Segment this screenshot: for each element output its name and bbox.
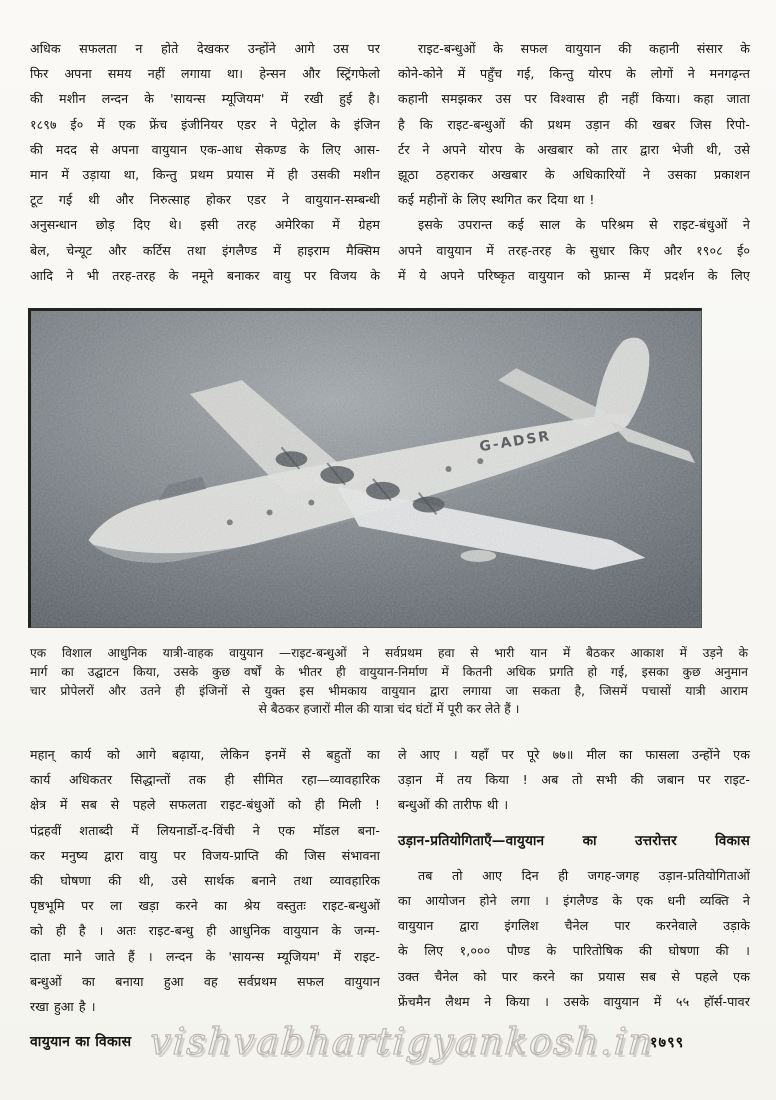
text-line: का आयोजन होने लगा । इंगलैण्ड के एक धनी व्यक्ति ने xyxy=(398,893,750,909)
watermark-text: vishvabhartigyankosh.in xyxy=(148,1020,656,1063)
text-line: को ही है । अतः राइट-बन्धु ही आधुनिक वायुयान के जन्म- xyxy=(30,923,380,939)
text-line: ले आए । यहाँ पर पूरे ७७॥ मील का फासला उन्होंने एक xyxy=(398,747,750,762)
airplane-photo xyxy=(28,308,702,628)
text-line: के लिए १,००० पौण्ड के पारितोषिक की घोषणा की । xyxy=(398,943,750,959)
text-line: कर मनुष्य द्वारा वायु पर विजय-प्राप्ति की जिस संभावना xyxy=(30,847,380,863)
registration-text: G-ADSR xyxy=(478,428,553,456)
text-line: अपने वायुयान में तरह-तरह के सुधार किए और १९०८ ई० xyxy=(398,242,750,258)
section-heading: उड़ान-प्रतियोगिताएँ—वायुयान का उत्तरोत्तर विकास xyxy=(398,832,750,849)
bottom-left-column xyxy=(30,742,380,1019)
text-line: फ्रेंचमैन लैथम ने किया । उसके वायुयान में ५५ हॉर्स-पावर xyxy=(398,993,750,1009)
text-line: की मदद से अपना वायुयान एक-आध सेकण्ड के लिए आस- xyxy=(30,141,380,157)
text-line: पृष्ठभूमि पर ला खड़ा करने का श्रेय वस्तुतः राइट-बन्धुओं xyxy=(30,898,380,914)
text-line: अनुसन्धान छोड़ दिए थे। इसी तरह अमेरिका में ग्रेहम xyxy=(30,217,380,233)
text-line: चार प्रोपेलरों और उतने ही इंजिनों से युक्त इस भीमकाय वायुयान द्वारा लगाया जा सकता है, जिसमें पचासों यात्री आराम xyxy=(30,683,748,698)
text-line: की मशीन लन्दन के 'सायन्स म्यूजियम' में रखी हुई है। xyxy=(30,91,380,107)
text-line: मान में उड़ाया था, किन्तु प्रथम प्रयास में ही उसकी मशीन xyxy=(30,167,380,183)
text-line: बन्धुओं का बनाया हुआ वह सर्वप्रथम सफल वायुयान xyxy=(30,973,380,989)
page-number: १७९९ xyxy=(650,1035,685,1051)
text-line: कार्य अधिकतर सिद्धान्तों तक ही सीमित रहा—व्यावहारिक xyxy=(30,772,380,788)
text-line: र्टर ने अपने योरप के अखबार को तार द्वारा भेजी थी, उसे xyxy=(398,141,750,157)
running-title: वायुयान का विकास xyxy=(30,1034,132,1050)
text-line: एक विशाल आधुनिक यात्री-वाहक वायुयान —राइट-बन्धुओं ने सर्वप्रथम हवा से भारी यान में बैठकर आकाश में उड़ने के xyxy=(30,646,748,660)
text-line: की घोषणा की थी, उसे सार्थक बनाने तथा व्यावहारिक xyxy=(30,873,380,889)
text-line: रखा हुआ है । xyxy=(30,999,96,1015)
text-line: इसके उपरान्त कई साल के परिश्रम से राइट-बंधुओं ने xyxy=(418,217,750,233)
text-line: से बैठकर हजारों मील की यात्रा चंद घंटों में पूरी कर लेते हैं । xyxy=(258,702,520,717)
top-right-column xyxy=(398,36,750,288)
text-line: तब तो आए दिन ही जगह-जगह उड़ान-प्रतियोगिताओं xyxy=(418,867,750,883)
photo-caption xyxy=(30,644,748,719)
text-line: आदि ने भी तरह-तरह के नमूने बनाकर वायु पर विजय के xyxy=(30,267,380,283)
text-line: बन्धुओं की तारीफ थी । xyxy=(398,797,509,813)
bottom-right-column xyxy=(398,742,750,1014)
text-line: कई महीनों के लिए स्थगित कर दिया था ! xyxy=(398,192,595,208)
text-line: मार्ग का उद्घाटन किया, उसके कुछ वर्षों के भीतर ही वायुयान-निर्माण में कितनी अधिक प्रगति हो गई, इसका कुछ अनुमान xyxy=(30,664,748,679)
grain-dark xyxy=(31,311,701,627)
text-line: टूट गई थी और निरुत्साह होकर एडर ने वायुयान-सम्बन्धी xyxy=(30,192,380,208)
text-line: कोने-कोने में पहुँच गई, किन्तु योरप के लोगों ने मनगढ़न्त xyxy=(398,66,750,82)
page-footer xyxy=(0,1020,776,1086)
text-line: राइट-बन्धुओं के सफल वायुयान की कहानी संसार के xyxy=(418,41,750,56)
text-line: झूठा ठहराकर अखबार के अधिकारियों ने उसका प्रकाशन xyxy=(398,167,750,183)
text-line: है कि राइट-बन्धुओं की प्रथम उड़ान की खबर जिस रिपो- xyxy=(398,116,750,132)
text-line: दाता माने जाते हैं । लन्दन के 'सायन्स म्यूजियम' में राइट- xyxy=(30,948,380,964)
text-line: क्षेत्र में सब से पहले सफलता राइट-बंधुओं को ही मिली ! xyxy=(30,797,380,813)
bottom-right-paragraph-1 xyxy=(398,742,750,818)
text-line: महान् कार्य को आगे बढ़ाया, लेकिन इनमें से बहुतों का xyxy=(30,747,380,762)
text-line: उड़ान में तय किया ! अब तो सभी की जबान पर राइट- xyxy=(398,772,750,788)
text-line: अधिक सफलता न होते देखकर उन्होंने आगे उस पर xyxy=(30,41,380,56)
text-line: बेल, चेन्यूट और कर्टिस तथा इंगलैण्ड में हाइराम मैक्सिम xyxy=(30,242,380,258)
airplane-photo-illustration xyxy=(31,311,701,627)
text-line: फिर अपना समय नहीं लगाया था। हेन्सन और स्ट्रिंगफेलो xyxy=(30,66,380,82)
text-line: कहानी समझकर उस पर विश्वास ही नहीं किया। कहा जाता xyxy=(398,91,750,107)
bottom-right-paragraph-2 xyxy=(398,863,750,1014)
text-line: पंद्रहवीं शताब्दी में लियनार्डो-द-विंची ने एक मॉडल बना- xyxy=(30,822,380,838)
top-left-column xyxy=(30,36,380,288)
text-line: वायुयान द्वारा इंगलिश चैनेल पार करनेवाले उड़ाके xyxy=(398,918,750,934)
text-line: में ये अपने परिष्कृत वायुयान को फ्रान्स में प्रदर्शन के लिए xyxy=(398,267,750,283)
text-line: १८९७ ई० में एक फ्रेंच इंजीनियर एडर ने पेट्रोल के इंजिन xyxy=(30,116,380,132)
text-line: उक्त चैनेल को पार करने का प्रयास सब से पहले एक xyxy=(398,968,750,984)
